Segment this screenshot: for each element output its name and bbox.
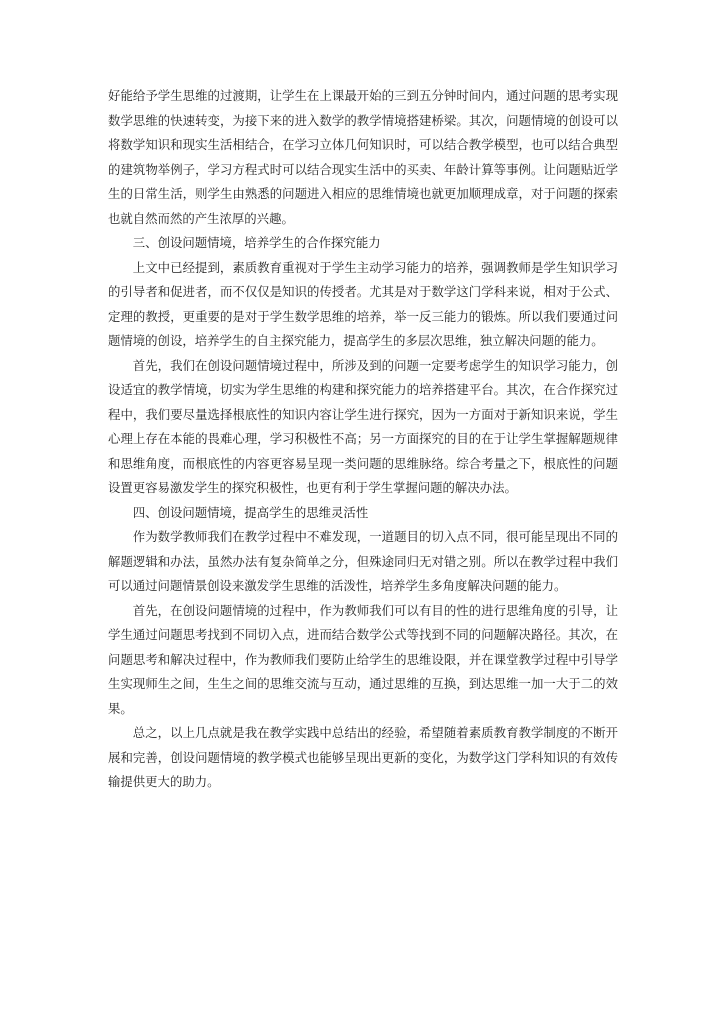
paragraph-continuation: 好能给予学生思维的过渡期，让学生在上课最开始的三到五分钟时间内，通过问题的思考实现数学思维的快速转变，为接下来的进入数学的教学情境搭建桥梁。其次，问题情境的创设可以将数学知识和现实生活相结合，在学习立体几何知识时，可以结合教学模型，也可以结合典型的建筑物举例子，学习方程式时可以结合现实生活中的买卖、年龄计算等事例。让问题贴近学生的日常生活，则学生由熟悉的问题进入相应的思维情境也就更加顺理成章，对于问题的探索也就自然而然的产生浓厚的兴趣。 [108, 88, 618, 226]
paragraph-cooperative-inquiry-steps: 首先，我们在创设问题情境过程中，所涉及到的问题一定要考虑学生的知识学习能力，创设适宜的教学情境，切实为学生思维的构建和探究能力的培养搭建平台。其次，在合作探究过程中，我们要尽量选择根底性的知识内容让学生进行探究，因为一方面对于新知识来说，学生心理上存在本能的畏难心理，学习积极性不高；另一方面探究的目的在于让学生掌握解题规律和思维角度，而根底性的内容更容易呈现一类问题的思维脉络。综合考量之下，根底性的问题设置更容易激发学生的探究积极性，也更有利于学生掌握问题的解决办法。 [108, 357, 618, 495]
section-heading-3: 三、创设问题情境，培养学生的合作探究能力 [132, 235, 381, 250]
paragraph-flexibility-steps: 首先，在创设问题情境的过程中，作为教师我们可以有目的性的进行思维角度的引导，让学生通过问题思考找到不同切入点，进而结合数学公式等找到不同的问题解决路径。其次，在问题思考和解决过程中，作为教师我们要防止给学生的思维设限，并在课堂教学过程中引导学生实现师生之间，生生之间的思维交流与互动，通过思维的互换，到达思维一加一大于二的效果。 [108, 602, 618, 716]
document-body [108, 84, 618, 795]
paragraph-conclusion: 总之，以上几点就是我在教学实践中总结出的经验，希望随着素质教育教学制度的不断开展和完善，创设问题情境的教学模式也能够呈现出更新的变化，为数学这门学科知识的有效传输提供更大的助力。 [108, 725, 618, 789]
section-heading-4: 四、创设问题情境，提高学生的思维灵活性 [132, 504, 369, 520]
paragraph-flexibility-intro: 作为数学教师我们在教学过程中不难发现，一道题目的切入点不同，很可能呈现出不同的解题逻辑和办法，虽然办法有复杂简单之分，但殊途同归无对错之别。所以在教学过程中我们可以通过问题情景创设来激发学生思维的活泼性，培养学生多角度解决问题的能力。 [108, 529, 618, 593]
paragraph-cooperative-inquiry-intro: 上文中已经提到，素质教育重视对于学生主动学习能力的培养，强调教师是学生知识学习的引导者和促进者，而不仅仅是知识的传授者。尤其是对于数学这门学科来说，相对于公式、定理的教授，更重要的是对于学生数学思维的培养，举一反三能力的锻炼。所以我们要通过问题情境的创设，培养学生的自主探究能力，提高学生的多层次思维，独立解决问题的能力。 [108, 259, 618, 348]
